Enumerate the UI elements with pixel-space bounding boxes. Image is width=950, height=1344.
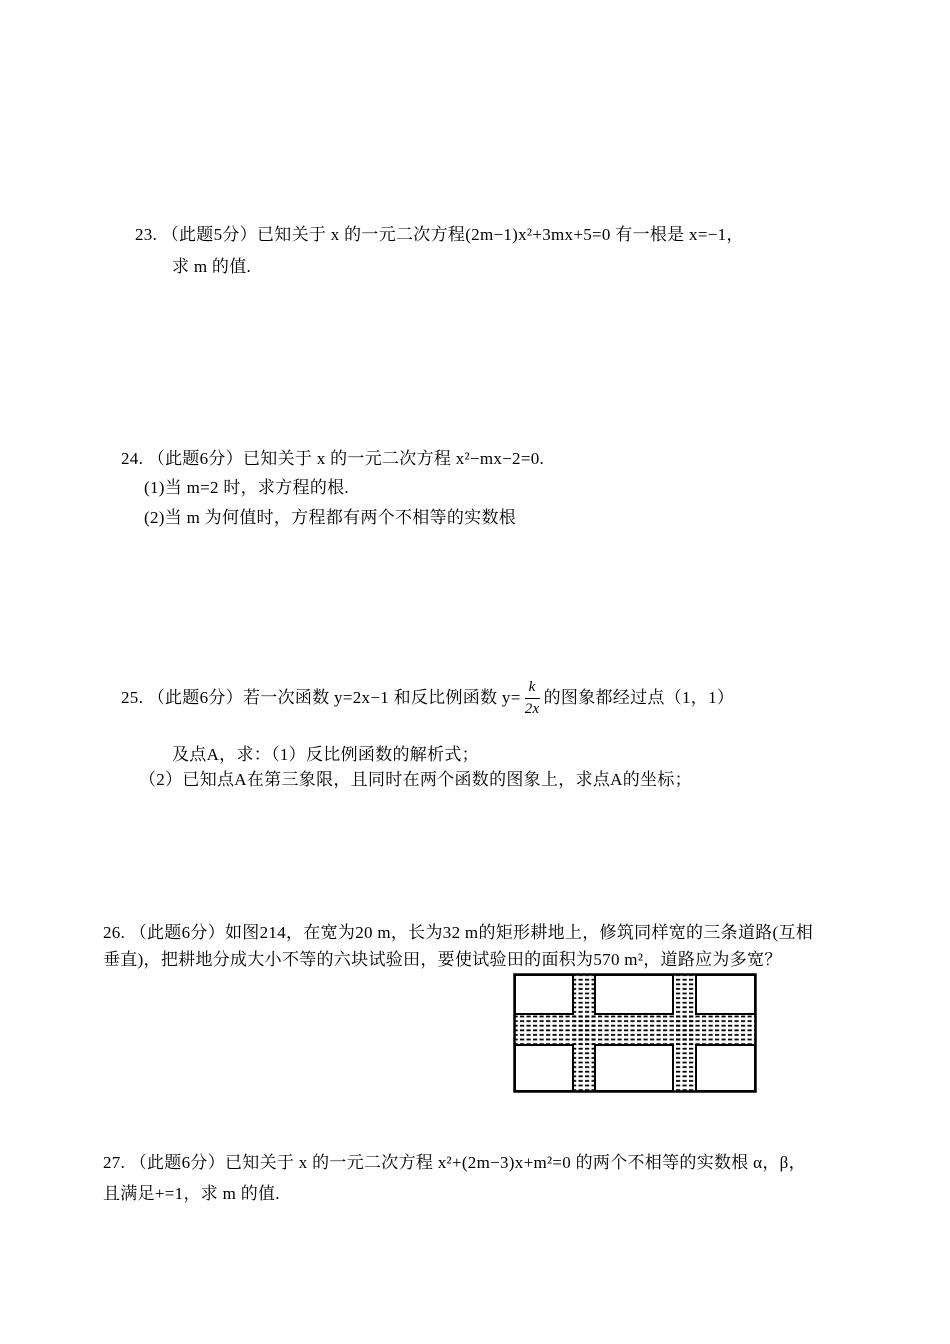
q23-line1: 23. （此题5分）已知关于 x 的一元二次方程(2m−1)x²+3mx+5=0 有一根是 x=−1， (135, 225, 744, 244)
field-figure-svg (513, 973, 757, 1093)
q25-fraction (525, 680, 540, 717)
q25-line1-suffix: 的图象都经过点（1，1） (543, 687, 735, 707)
plot-top-middle (595, 975, 673, 1014)
q23-line2: 求 m 的值. (172, 257, 252, 276)
q24-part1: (1)当 m=2 时，求方程的根. (144, 478, 349, 497)
q24-line1: 24. （此题6分）已知关于 x 的一元二次方程 x²−mx−2=0. (121, 449, 545, 468)
q25-line1 (121, 676, 734, 720)
plot-top-right (696, 975, 755, 1014)
q25-line1-prefix: 25. （此题6分）若一次函数 y=2x−1 和反比例函数 y= (121, 687, 521, 707)
plot-bottom-middle (595, 1045, 673, 1091)
q25-fraction-denominator: 2x (524, 700, 540, 717)
horizontal-road (515, 1014, 755, 1045)
plot-bottom-left (515, 1045, 573, 1091)
q25-part2: （2）已知点A在第三象限，且同时在两个函数的图象上，求点A的坐标； (139, 770, 692, 789)
field-figure (513, 973, 757, 1093)
q27-line1: 27. （此题6分）已知关于 x 的一元二次方程 x²+(2m−3)x+m²=0 的两个不相等的实数根 α，β， (103, 1153, 806, 1172)
q24-part2: (2)当 m 为何值时，方程都有两个不相等的实数根 (144, 508, 517, 527)
q26-line1: 26. （此题6分）如图214，在宽为20 m，长为32 m的矩形耕地上，修筑同样宽的三条道路(互相 (103, 923, 814, 942)
q25-part1: 及点A，求：（1）反比例函数的解析式； (172, 745, 479, 764)
q26-line2: 垂直)，把耕地分成大小不等的六块试验田，要使试验田的面积为570 m²，道路应为多宽？ (103, 950, 782, 969)
q27-line2: 且满足+=1，求 m 的值. (103, 1184, 280, 1203)
plot-top-left (515, 975, 573, 1014)
q25-fraction-numerator: k (525, 680, 540, 699)
plot-bottom-right (696, 1045, 755, 1091)
